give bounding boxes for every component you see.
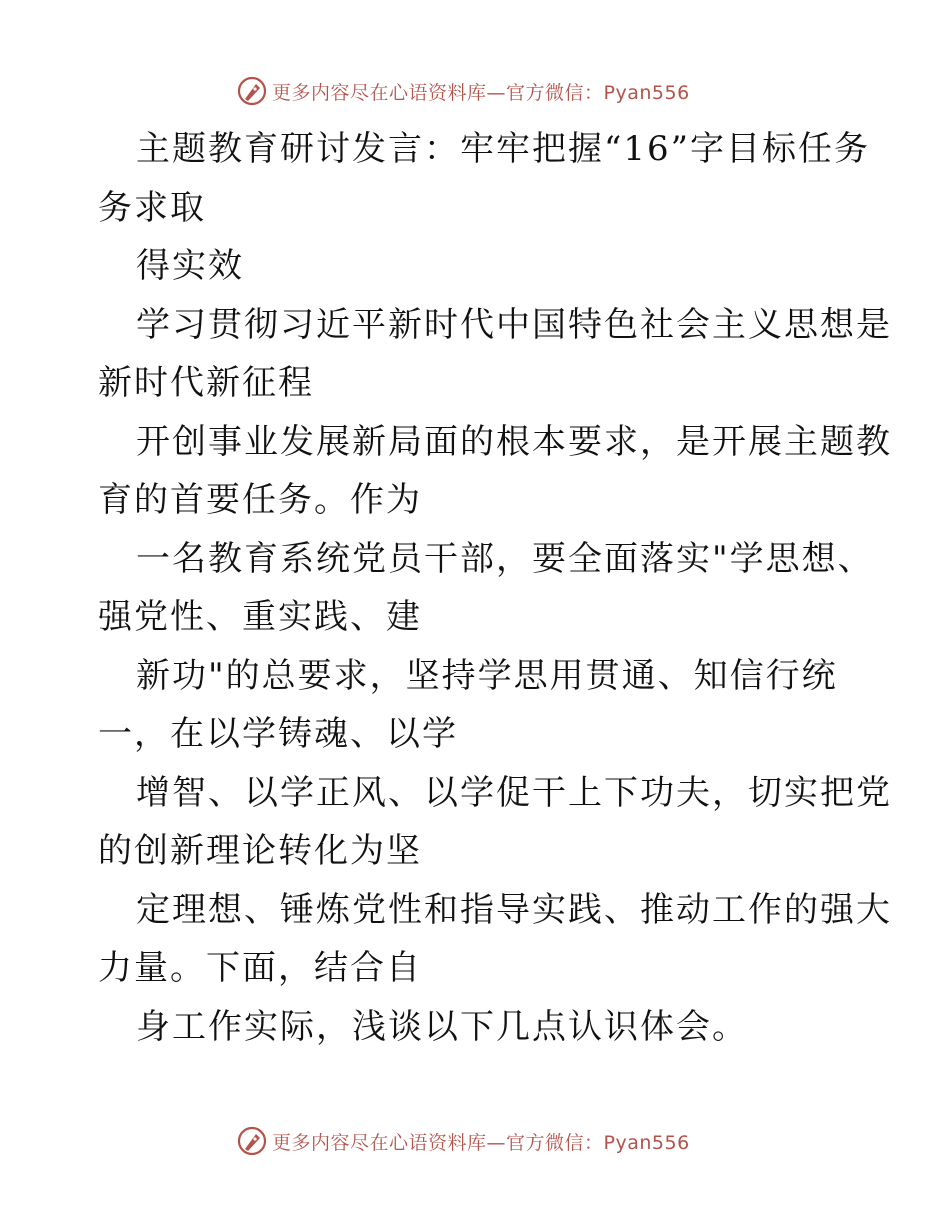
document-line: 力量。下面，结合自 (98, 948, 422, 988)
header-watermark (236, 74, 690, 108)
document-line: 得实效 (136, 246, 244, 286)
document-line: 新功"的总要求，坚持学思用贯通、知信行统 (136, 655, 838, 696)
footer-watermark (236, 1124, 690, 1158)
document-line: 的创新理论转化为坚 (98, 831, 422, 871)
pen-nib-logo-icon (236, 1125, 268, 1157)
document-line: 身工作实际，浅谈以下几点认识体会。 (136, 1006, 748, 1047)
document-line: 务求取 (98, 187, 206, 228)
document-line: 一名教育系统党员干部，要全面落实"学思想、 (136, 538, 874, 579)
watermark-text: 更多内容尽在心语资料库—官方微信：Pyan556 (272, 1131, 690, 1154)
document-line: 增智、以学正风、以学促干上下功夫，切实把党 (136, 772, 892, 813)
pen-nib-logo-icon (236, 75, 268, 107)
document-line: 强党性、重实践、建 (98, 597, 422, 637)
document-line: 学习贯彻习近平新时代中国特色社会主义思想是 (136, 304, 892, 345)
document-body (98, 120, 892, 1056)
document-line: 新时代新征程 (98, 363, 314, 403)
document-line: 育的首要任务。作为 (98, 480, 422, 520)
document-line: 一，在以学铸魂、以学 (98, 714, 458, 754)
watermark-text: 更多内容尽在心语资料库—官方微信：Pyan556 (272, 81, 690, 104)
document-line: 开创事业发展新局面的根本要求，是开展主题教 (136, 421, 892, 462)
document-line: 主题教育研讨发言：牢牢把握“16”字目标任务 (136, 129, 871, 169)
document-line: 定理想、锤炼党性和指导实践、推动工作的强大 (136, 889, 892, 930)
